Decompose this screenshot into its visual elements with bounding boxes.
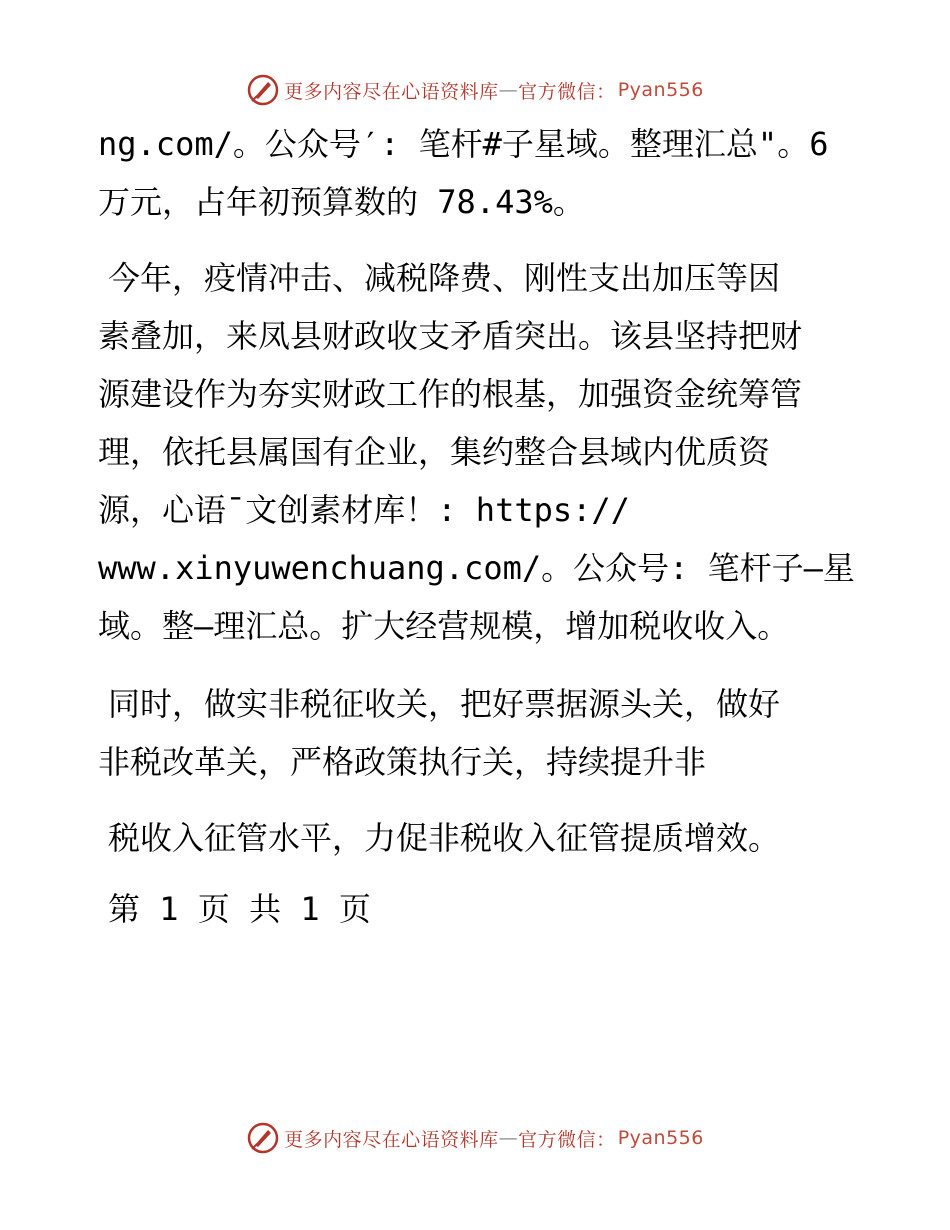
quill-circle-icon [246, 1121, 280, 1155]
watermark-banner-top [0, 70, 950, 110]
watermark-text: 更多内容尽在心语资料库 [284, 80, 499, 103]
quill-circle-icon [246, 73, 280, 107]
paragraph-2-line-6: www.xinyuwenchuang.com/。公众号: 笔杆子—星 [98, 549, 855, 587]
watermark-wechat-id: Pyan556 [617, 1127, 704, 1149]
paragraph-4-line-1: 税收入征管水平，力促非税收入征管提质增效。 [108, 819, 781, 857]
paragraph-2-line-2: 素叠加，来凤县财政收支矛盾突出。该县坚持把财 [98, 317, 803, 355]
watermark-wechat-id: Pyan556 [617, 79, 704, 101]
watermark-text: 更多内容尽在心语资料库 [284, 1128, 499, 1151]
paragraph-2-line-1: 今年，疫情冲击、减税降费、刚性支出加压等因 [108, 259, 781, 297]
watermark-dash: — [498, 1127, 519, 1149]
watermark-wechat-label: 官方微信： [518, 80, 616, 103]
watermark-banner-bottom [0, 1118, 950, 1158]
watermark-wechat-label: 官方微信： [518, 1128, 616, 1151]
paragraph-2-line-4: 理，依托县属国有企业，集约整合县域内优质资 [98, 433, 771, 471]
paragraph-1-line-1: ng.com/。公众号′: 笔杆#子星域。整理汇总"。6 [98, 125, 829, 163]
paragraph-2-line-3: 源建设作为夯实财政工作的根基，加强资金统筹管 [98, 375, 803, 413]
page-number: 第 1 页 共 1 页 [108, 890, 371, 928]
watermark-dash: — [498, 79, 519, 101]
paragraph-3-line-1: 同时，做实非税征收关，把好票据源头关，做好 [108, 685, 781, 723]
paragraph-2-line-7: 域。整—理汇总。扩大经营规模，增加税收收入。 [98, 607, 790, 645]
paragraph-2-line-5: 源，心语¯文创素材库！: https:// [98, 491, 630, 529]
paragraph-1-line-2: 万元，占年初预算数的 78.43%。 [98, 183, 585, 221]
paragraph-3-line-2: 非税改革关，严格政策执行关，持续提升非 [98, 743, 707, 781]
